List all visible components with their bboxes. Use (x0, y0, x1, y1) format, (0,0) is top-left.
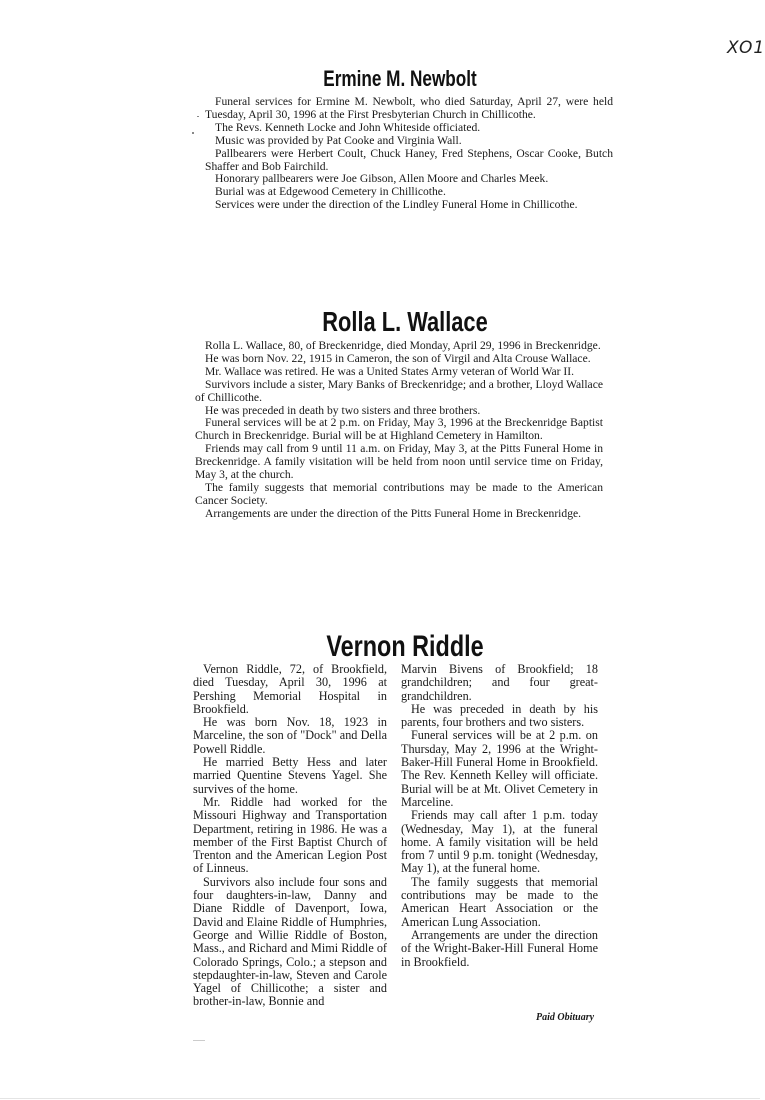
page-bottom-edge (0, 1098, 760, 1099)
paragraph: Friends may call from 9 until 11 a.m. on Friday, May 3, at the Pitts Funeral Home in Breckenridge. A family visitation will be held from noon until service time on Friday, May 3, at the church. (195, 442, 603, 482)
paragraph: The family suggests that memorial contributions may be made to the American Heart Association or the American Lung Association. (401, 874, 598, 929)
paragraph: Funeral services for Ermine M. Newbolt, who died Saturday, April 27, were held Tuesday, April 30, 1996 at the First Presbyterian Church in Chillicothe. (205, 95, 613, 121)
paragraph: Funeral services will be at 2 p.m. on Friday, May 3, 1996 at the Breckenridge Baptist Church in Breckenridge. Burial will be at Highland Cemetery in Hamilton. (195, 416, 603, 443)
obituary-headline: Ermine M. Newbolt (323, 66, 477, 91)
paid-obituary-credit: Paid Obituary (536, 1012, 595, 1023)
paragraph: Funeral services will be at 2 p.m. on Thursday, May 2, 1996 at the Wright-Baker-Hill Funeral Home in Brookfield. The Rev. Kenneth Kelley will officiate. Burial will be at Mt. Olivet Cemetery in Marceline. (401, 728, 598, 809)
paragraph: Vernon Riddle, 72, of Brookfield, died Tuesday, April 30, 1996 at Pershing Memorial Hospital in Brookfield. (193, 662, 387, 716)
paragraph: He was born Nov. 22, 1915 in Cameron, the son of Virgil and Alta Crouse Wallace. (205, 351, 591, 365)
paragraph: Survivors also include four sons and four daughters-in-law, Danny and Diane Riddle of Davenport, Iowa, David and Elaine Riddle of Humphries, George and Willie Riddle of Boston, Mass., and Richard and Mimi Riddle of Colorado Springs, Colo.; a stepson and stepdaughter-in-law, Steven and Carole Yagel of Chillicothe; a sister and brother-in-law, Bonnie and (193, 874, 387, 1009)
paragraph: Survivors include a sister, Mary Banks of Breckenridge; and a brother, Lloyd Wallace of Chillicothe. (195, 377, 603, 404)
paragraph: Rolla L. Wallace, 80, of Breckenridge, died Monday, April 29, 1996 in Breckenridge. (205, 339, 601, 352)
paragraph: He married Betty Hess and later married Quentine Stevens Yagel. She survives of the home. (193, 755, 387, 796)
paragraph: Honorary pallbearers were Joe Gibson, Allen Moore and Charles Meek. (215, 172, 549, 186)
paragraph: Music was provided by Pat Cooke and Virginia Wall. (215, 133, 462, 147)
scan-speck (197, 116, 199, 117)
paragraph: Marvin Bivens of Brookfield; 18 grandchildren; and four great-grandchildren. (401, 662, 598, 703)
paragraph: He was preceded in death by two sisters and three brothers. (205, 403, 481, 417)
paragraph: The Revs. Kenneth Locke and John Whiteside officiated. (215, 120, 481, 134)
paragraph: Services were under the direction of the Lindley Funeral Home in Chillicothe. (215, 198, 578, 212)
paragraph: He was preceded in death by his parents, four brothers and two sisters. (401, 701, 598, 730)
paragraph: Arrangements are under the direction of the Pitts Funeral Home in Breckenridge. (205, 506, 582, 520)
paragraph: Arrangements are under the direction of the Wright-Baker-Hill Funeral Home in Brookfield. (401, 927, 598, 969)
page-id-handwritten: XO1 (727, 38, 765, 58)
obituary-column-right (401, 663, 598, 969)
obituary-headline: Rolla L. Wallace (322, 306, 488, 337)
paragraph: Mr. Riddle had worked for the Missouri Highway and Transportation Department, retiring in 1986. He was a member of the First Baptist Church of Trenton and the American Legion Post of Linneus. (193, 794, 387, 876)
paragraph: Pallbearers were Herbert Coult, Chuck Haney, Fred Stephens, Oscar Cooke, Butch Shaffer and Bob Fairchild. (205, 146, 613, 173)
obituary-body (195, 340, 603, 521)
obituary-body (205, 96, 613, 212)
paragraph: The family suggests that memorial contributions may be made to the American Cancer Society. (195, 480, 603, 507)
paragraph: Mr. Wallace was retired. He was a United States Army veteran of World War II. (205, 364, 575, 378)
obituary-headline: Vernon Riddle (326, 630, 484, 663)
paragraph: Burial was at Edgewood Cemetery in Chillicothe. (215, 185, 446, 199)
scan-speck (192, 132, 194, 134)
paragraph: He was born Nov. 18, 1923 in Marceline, the son of "Dock" and Della Powell Riddle. (193, 715, 387, 756)
obituary-column-left (193, 663, 387, 1009)
scan-mark (193, 1040, 205, 1041)
paragraph: Friends may call after 1 p.m. today (Wednesday, May 1), at the funeral home. A family visitation will be held from 7 until 9 p.m. tonight (Wednesday, May 1), at the funeral home. (401, 808, 598, 876)
